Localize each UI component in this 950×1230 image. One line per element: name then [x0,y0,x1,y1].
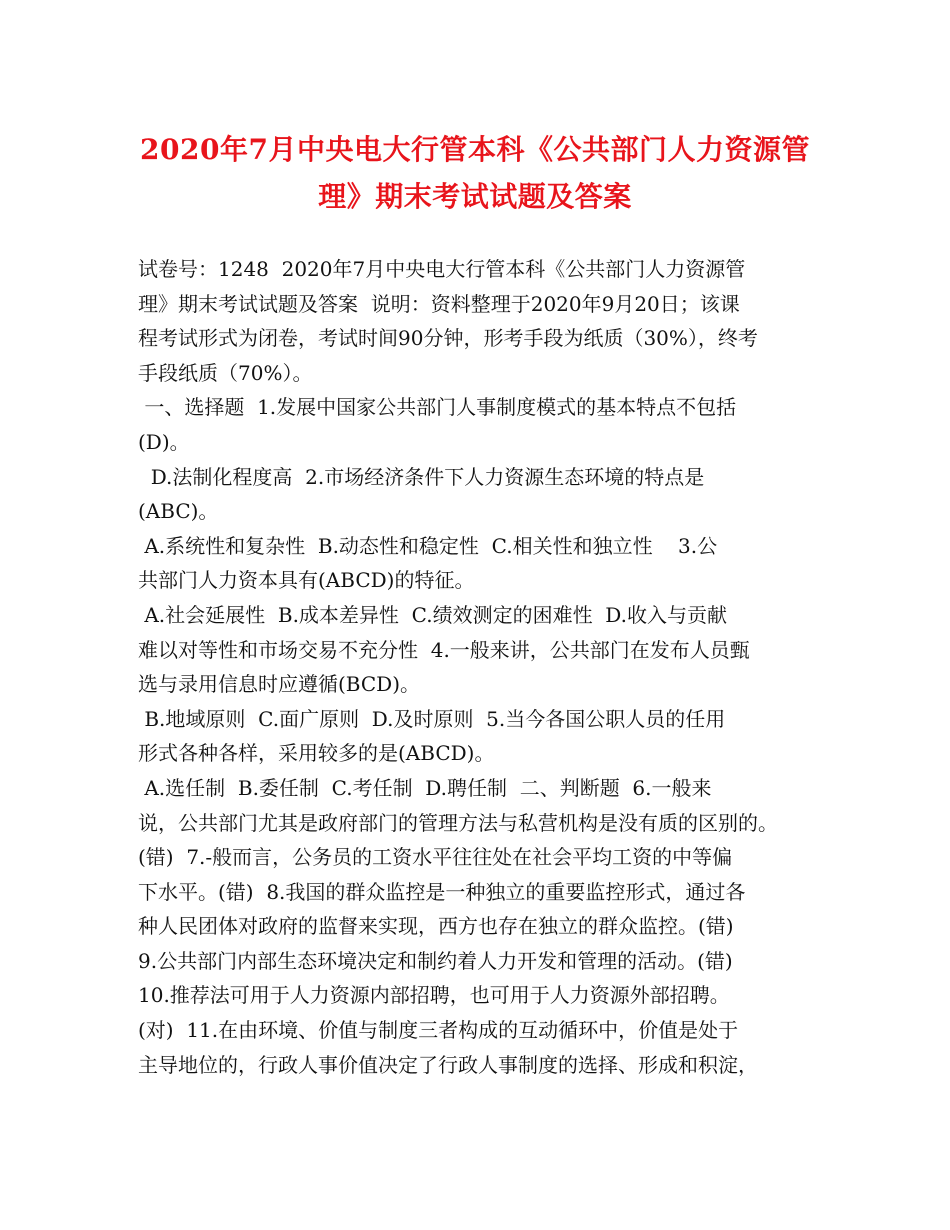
body-line: D.法制化程度高 2.市场经济条件下人力资源生态环境的特点是 [138,464,705,489]
body-line: 9.公共部门内部生态环境决定和制约着人力开发和管理的活动。(错) [138,948,733,973]
body-line: 共部门人力资本具有(ABCD)的特征。 [138,568,475,593]
body-line: (错) 7.-般而言，公务员的工资水平往往处在社会平均工资的中等偏 [138,845,733,870]
body-line: (ABC)。 [138,499,219,524]
body-line: 说，公共部门尤其是政府部门的管理方法与私营机构是没有质的区别的。 [138,810,778,835]
body-line: A.选任制 B.委任制 C.考任制 D.聘任制 二、判断题 6.一般来 [138,775,712,800]
body-line: B.地域原则 C.面广原则 D.及时原则 5.当今各国公职人员的任用 [138,706,726,731]
title-line: 理》期末考试试题及答案 [318,180,632,213]
body-line: 手段纸质（70%）。 [138,360,313,385]
body-line: 难以对等性和市场交易不充分性 4.一般来讲，公共部门在发布人员甄 [138,637,750,662]
body-line: 下水平。(错) 8.我国的群众监控是一种独立的重要监控形式，通过各 [138,879,746,904]
title-line: 2020年7月中央电大行管本科《公共部门人力资源管 [140,133,810,166]
body-line: 程考试形式为闭卷，考试时间90分钟，形考手段为纸质（30%），终考 [138,326,758,351]
document-body [138,252,828,1082]
body-line: 一、选择题 1.发展中国家公共部门人事制度模式的基本特点不包括 [138,395,737,420]
body-line: 形式各种各样，采用较多的是(ABCD)。 [138,741,495,766]
body-line: (对) 11.在由环境、价值与制度三者构成的互动循环中，价值是处于 [138,1018,739,1043]
document-title [120,126,830,220]
body-line: A.社会延展性 B.成本差异性 C.绩效测定的困难性 D.收入与贡献 [138,602,727,627]
body-line: 理》期末考试试题及答案 说明：资料整理于2020年9月20日；该课 [138,291,740,316]
body-line: A.系统性和复杂性 B.动态性和稳定性 C.相关性和独立性 3.公 [138,533,718,558]
body-line: 主导地位的，行政人事价值决定了行政人事制度的选择、形成和积淀， [138,1052,758,1077]
body-line: 试卷号：1248 2020年7月中央电大行管本科《公共部门人力资源管 [138,257,746,281]
body-line: (D)。 [138,429,190,454]
body-line: 10.推荐法可用于人力资源内部招聘，也可用于人力资源外部招聘。 [138,983,730,1008]
body-line: 种人民团体对政府的监督来实现，西方也存在独立的群众监控。(错) [138,914,734,939]
body-line: 选与录用信息时应遵循(BCD)。 [138,672,421,697]
